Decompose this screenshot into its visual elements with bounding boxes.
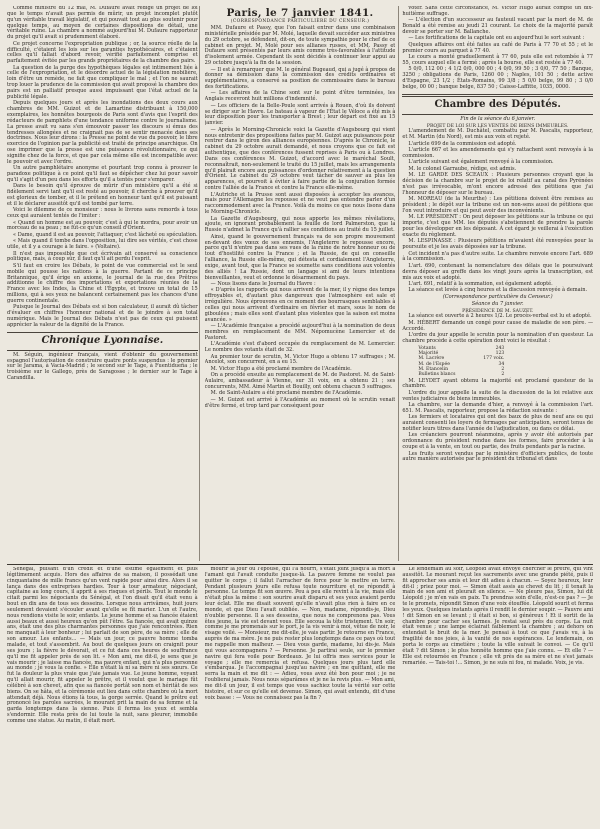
- column-1: [7, 6, 198, 561]
- paragraph: Il n'est pas impossible que cet écrivain ait conservé sa conscience politique, mais, à coup sûr, il faut qu'il ait perdu l'esprit.: [7, 250, 198, 263]
- presidence-line: PRÉSIDENCE DE M. SAUZET.: [462, 309, 534, 315]
- paragraph: Dans le besoin qu'il éprouve de mûrir d'un ministère qu'il a été si fidèlement servi tant qu'il est resté au pouvoir, il cherche à prouver qu'il est glorieux de tomber, et il le prétend en honneur tant qu'il est puissant et il le déclarer aussitôt qu'il est tombé par terre.: [7, 183, 198, 207]
- paragraph: L'amendement de M. Duchâtel, combattu par M. Pascalis, rapporteur, et M. Martin (du Nord), est mis aux voix et rejeté.: [402, 128, 593, 141]
- section-rule: [7, 350, 198, 351]
- paragraph: Le cours a monté graduellement à 77 60, puis elle est retombée à 77 55, cours auquel elle a fermé ; après la bourse, elle est restée à 77 40.: [402, 54, 593, 66]
- result-row: M. Etancelin 2: [418, 366, 505, 372]
- section-title-chambre: Chambre des Députés.: [434, 99, 561, 111]
- paragraph: Les fruits seront vendus par le ministère d'officiers publics, de toute autre manière autorisée par le président du tribunal et dans: [402, 450, 593, 463]
- paragraph: Sénégal, puisant d'un crédit et d'une estime également et plus légitimement acquis. Hors des affaires de sa maison, il possédait une cinquantaine de mille francs qu'un vent rapide pour ainsi dire. Alors il se lança dans des entreprises hardies. Tour à tour armateur, négociant, capitaine au long cours, il apprit à ses risques et périls. Tout le monde le citait parmi les négociants du Sénégal, et l'on disait qu'il était venu à bout en dix ans de tous ses desseins. Lorsque nous arrivâmes, huit jours seulement devaient s'écouler avant qu'elle se fît marier. L'un et l'autre, nous rendions visite le soir, enfants. Le jeune homme et sa fiancée étaient aussi beaux et aussi heureux qu'on pût l'être. Sa fiancée, qui avait quinze ans, était une des plus charmantes personnes que j'aie rencontrées. Rien ne manquait à leur bonheur ; lui parlait de son père, de sa mère ; elle de son amour. Les enfants... — Mais un jour, ce pauvre homme tomba malade, et tout s'assombrit. Au bout de quelques jours on craignit pour ses jours ; la fièvre le dévorait, et ce fut dans ces heures de souffrance qu'il me fit appeler près de son lit. « Mon ami, me dit-il, je sens que je vais mourir ; je laisse ma fiancée, ma pauvre enfant, qui n'a plus personne au monde ; je vous la confie. » Elle n'était là ni sa mère ni ses sœurs. Ce fut la douleur la plus vraie que j'aie jamais vue. Le jeune homme, voyant qu'il allait mourir, fit appeler le prêtre, et il voulut que le mariage fût célébré à son chevet, afin que sa fiancée portât son nom et héritât de ses biens. On se hâta, et la cérémonie eut lieu dans cette chambre où la mort attendait déjà. Nous étions là tous, la gorge serrée. Quand le prêtre eut prononcé les paroles sacrées, le mourant prit la main de sa femme et la garda longtemps dans la sienne. Puis il ferma les yeux et sembla s'endormir. Elle resta près de lui toute la nuit, sans pleurer, immobile comme une statue. Au matin, il était mort.: [7, 567, 198, 724]
- paragraph: M. de Saint-Aulaire a été proclamé membre de l'Académie.: [210, 390, 363, 397]
- paragraph: La séance est ouverte à 2 heures 1/2. Le procès-verbal est lu et adopté.: [408, 313, 592, 320]
- news-columns: [7, 6, 593, 561]
- paragraph: La séance est levée à cinq heures et la discussion renvoyée à demain.: [408, 287, 588, 294]
- column-3: [402, 6, 593, 561]
- bill-title: PROJET DE LOI SUR LES VENTES DE BIENS IMMEUBLES.: [426, 124, 569, 130]
- paragraph: Voici le dilemme de ce monsieur : nous le livrons sans remords à tous ceux qui auraient tentés de l'imiter :: [7, 207, 198, 220]
- paragraph: — Après le Morning-Chronicle voici la Gazette d'Augsbourg qui vient nous entretenir des propositions faites par M. Guizot aux puissances pour rentrer dans le giron des alliances européennes. D'après le Chronicle, le cabinet du 29 octobre aurait demandé, et nous croyons que ce fait est authentique, que des conférences fussent reprises à Paris ou à Londres. Dans ces conférences M. Guizot, d'accord avec le maréchal Soult, reconnaîtrait, non-seulement le traité du 15 juillet, mais les arrangements qu'il plairait encore aux puissances d'ordonner relativement à la question d'Orient. Le cabinet du 29 octobre veut tâcher de sauver au plus les apparences, et pourvoit à éviter à faire partie de la conjuration formée contre l'alliée de la France et contre la France elle-même.: [204, 126, 396, 192]
- paragraph: M. LESPINASSE : Plusieurs pétitions m'avaient été renvoyées pour la poursuite et je les avais déposées sur la tribune.: [402, 238, 593, 251]
- feuilleton-column-1: [7, 567, 198, 829]
- result-row: M. de l'Espée 34: [418, 361, 505, 367]
- paragraph: M. le colonel Garraube, rédige, est admis.: [408, 165, 517, 172]
- paragraph: Les fermiers et locataires qui ont des baux de plus de neuf ans ou qui auraient consenti les loyers de fermages par anticipation, seront tenus de notifier leurs titres dans l'année de l'adjudication, ou dans ce délai.: [402, 414, 593, 433]
- paragraph: « D'après les rapports qui nous arrivent de la mer, il y règne des temps effroyables et, d'autant plus dangereux que l'atmosphère est sale et irrégulière. Nous éprouvons en ce moment des bourrasques semblables à celles qui nous arrivent d'ordinaire en février et mars, sous le nom de giboulées ; mais elles sont d'autant plus violentes que la saison est moins avancée. »: [204, 287, 396, 323]
- paragraph: L'Autriche et la Prusse sont aussi disposées à accepter les avances, mais pour l'Allemagne les repousse et ne veut pas entendre parler d'un raccommodement avec la France. Voilà du moins ce que nous lisons dans le Morning-Chronicle.: [204, 191, 396, 216]
- paragraph: Cet incident n'a pas d'autre suite. Le chambre renvoie encore l'art. 689 à la commission.: [402, 250, 593, 263]
- paragraph: L'Académie s'est d'abord occupée du remplacement de M. Lemercier. Le nombre des votants était de 32.: [204, 341, 396, 354]
- paragraph: MM. Dufaure et Passy, que l'on faisait entrer dans une combinaison ministérielle présidée par M. Molé, laquelle devait succéder aux ministres du 29 octobre, se défendent, dit-on, de toute sympathie pour le chef de ce cabinet en projet. M. Molé pour ses allianes russes, et MM. Passy et Dufaure sont présentés par leurs amis comme très-favorables à l'attitude d'isolement armée. Cependant ils sont décidés à continuer leur appui au 29 octobre jusqu'à la fin de la session.: [204, 25, 396, 67]
- column-2: [205, 6, 396, 561]
- dateline-subhead: (CORRESPONDANCE PARTICULIÈRE DU CENSEUR.): [230, 19, 370, 24]
- paragraph: mourir la jour où l'épouse, qui l'a nourri, s'était joint jusqu'à la mort à l'amant qui l'avait conduite jusque-là. La pauvre femme ne voulut pas quitter le corps ; il fallut l'arracher de force pour le mettre en terre. Pendant plusieurs jours elle refusa toute nourriture et ne répondit à personne. Le temps fit son œuvre. Peu à peu elle revint à la vie, mais elle n'était plus la même : son sourire avait disparu et ses yeux avaient perdu leur éclat. Elle me disait souvent qu'elle n'avait plus rien à faire en ce monde, et que Dieu l'avait oubliée. — Non, madame, répondis-je, Dieu n'oublie personne. Il a ses desseins, que nous ne comprenons pas. Vous êtes jeune, la vie est devant vous. Elle secoua la tête tristement. Un soir, comme je me promenais sur le port, je la vis venir à moi, vêtue de noir, le visage voilé. — Monsieur, me dit-elle, je vais partir. Je retourne en France, auprès de ma mère. Je ne puis rester plus longtemps dans ce pays où tout me rappelle mon malheur. — Dieu vous garde, madame, lui dis-je. Mais qui vous accompagnera ? — Personne. Je partirai seule, sur le premier navire qui fera voile pour Bordeaux. Je lui offris mes services pour le voyage ; elle me remercia et refusa. Quelques jours plus tard elle s'embarqua. Je l'accompagnai jusqu'au navire ; en me quittant, elle me serra la main et me dit : — Adieu, vous avez été bon pour moi ; je ne l'oublierai jamais. Nous nous séparâmes et je ne la revis plus. — Mon ami, me dit-il un jour, il est temps que vous sachiez toute la vérité sur cette histoire, et sur ce qu'elle est devenue. Simon, qui avait entendu, dit d'une voix basse : — Vous ne connaissez pas la fin ?: [204, 567, 396, 701]
- paragraph: « Mais quand il tombe dans l'opposition, lui dire ses vérités, c'est chose utile, et il y a courage à le faire. » (Voltaire).: [7, 238, 198, 251]
- paragraph: M. Victor Hugo a été proclamé membre de l'Académie.: [210, 365, 352, 372]
- paragraph: Un autre pamphlétaire anonyme et pourtant trop connu à prouver le paradoxe politique à ce point qu'il faut se dépêcher chez lui pour savoir qu'il s'agit d'un peu dans les efforts qu'il a tentés pour s'emparer.: [7, 165, 198, 183]
- feuilleton-separator: [7, 564, 593, 565]
- paragraph: — Les affaires de la Chine sont sur le point d'être terminées, les Anglais recevront huit millions d'indemnité.: [204, 90, 396, 103]
- sitting-line: Fin de la séance du 6 janvier.: [460, 116, 536, 123]
- column-separator: [199, 6, 200, 561]
- paragraph: Depuis quelques jours et après les inondations des deux cours aux chambres de MM. Guizot et de Lamartine distribuant à 150,000 exemplaires, les honnêtes bourgeois de Paris sont d'avis que l'esprit des rédacteurs de pamphlets d'une tendance uniforme contre le journalisme. La presse avait vu sans s'en émouvoir passer les discours si émus des tendresses allongées et ne craignait pas de se sentir menacée dans ses doctrines. Nous leur dirons : la Presse ne point de vue du pouvoir, le libre exercice de l'opinion par la publicité est traité de principe anarchique. On ose imprimer que la presse est une puissance révolutionnaire, ce qui signifie chez de la force, et que par cela même elle est incompatible avec le pouvoir et avec l'ordre.: [7, 100, 198, 165]
- paragraph: M. MOREAU (de la Meurthe) : Les pétitions doivent être remises au président ; le dépôt sur la tribune est un non-sens aussi de pétitions que l'on veut introduire et qui peut avoir des inconvénients.: [402, 196, 593, 214]
- dateline-headline: Paris, le 7 janvier 1841.: [226, 7, 374, 19]
- paragraph: L'ordre du jour appelle la suite de la discussion de la loi relative aux ventes judiciaires de biens immeubles.: [402, 389, 593, 402]
- paragraph: L'art. 691, relatif à la sommation, est également adopté.: [408, 281, 553, 288]
- session-date: Séance du 7 janvier.: [471, 301, 524, 308]
- paragraph: « Quand un homme est au pouvoir, c'est à qui le mordra, pour avoir un morceau de sa peau ; ne fût-ce qu'un conseil d'Orient.: [7, 219, 198, 232]
- paragraph: M. LE GARDE DES SCEAUX : Plusieurs personnes croyant que la décision de la chambre sur le projet de loi relatif au canal des Pyrénées n'est pas irrévocable, m'ont encore adressé des pétitions que j'ai l'honneur de déposer sur le bureau.: [402, 172, 593, 196]
- paragraph: — M. Guizot est arrivé à l'Académie au moment où le scrutin venait d'être fermé, et trop tard par conséquent pour: [204, 396, 396, 409]
- paragraph: La Gazette d'Augsbourg, qui nous apporte les mêmes révélations, ajoute, en ignorant probablement la feuille de lord Palmerston, que la Russie n'admet la France qu'à rallier ses conditions au traité du 15 juillet.: [204, 215, 396, 234]
- section-rule: [402, 94, 593, 98]
- paragraph: Les créanciers pourront néanmoins, après y avoir été autorisés par ordonnance du président rendue dans les formes, faire procéder à la coupe et à la vente, en tout ou partie, des fruits pendants par la racine.: [402, 432, 593, 451]
- paragraph: — Les officiers de la Belle-Poule sont arrivés à Rouen, d'où ils doivent se diriger sur le Havre. Le bateau à vapeur de l'État le Véloce a été mis à leur disposition pour les transporter à Brest ; leur départ est fixé au 15 janvier.: [204, 102, 396, 127]
- paragraph: L'art. 690, contenant la nomenclature des délais que le poursuivant devra déposer au greffe dans les vingt jours après la transcription, est mis aux voix et adopté.: [402, 262, 593, 281]
- vote-results: [418, 346, 593, 378]
- paragraph: Au premier tour de scrutin, M. Victor Hugo a obtenu 17 suffrages ; M. Ancelot, son concurrent, en a eu 15.: [204, 353, 396, 366]
- paragraph: La question de la purge des hypothèques légales est intimement liée à celle de l'expropriation, et le désordre actuel de la législation mobilière, loin d'être un remède, ne fait que compliquer le mal ; et l'on ne saurait trop louer la prudence de la commission qui avait proposé la chambre des pairs est un palliatif presque aussi impuissant que l'état actuel de la publicité légale.: [7, 64, 198, 100]
- section-title-chronique: Chronique Lyonnaise.: [41, 334, 164, 346]
- feuilleton-column-2: [205, 567, 396, 829]
- column-separator: [398, 6, 399, 561]
- paragraph: Ainsi, quand le gouvernement français va de son propre mouvement en-devant des vœux de ses ennemis, l'Angleterre le repousse encore, parce qu'il n'entre pas dans ses vues de la ruine de notre honneur ou de tout d'hostilité contre la France ; et la Russie, de qui on conseille l'alliance, la Russie elle-même, qui détesta et cordialement l'Angleterre, exige, avant tout, que la France se soumette sans conditions aux volontés des alliés ! La Russie, dont un langage si ami de leurs intentions bienveillantes, veut et ordonne le désarmement du pays.: [204, 233, 396, 281]
- paragraph: — Nous lisons dans le Journal du Havre :: [210, 281, 316, 288]
- paragraph: Comme ministre du 12 mai, M. Dufaure avait rédigé un projet de loi que le temps n'avait pas permis de mûrir, un projet incomplet plutôt qu'un véritable travail législatif, et qui pouvait tout au plus soutenir pour quelque temps, au moyen de certaines dispositions de détail, une véritable ruine. La chambre a nommé aujourd'hui M. Dufaure rapporteur du projet qu'il avait si prudemment élaboré.: [7, 6, 198, 41]
- section-rule: [7, 332, 198, 333]
- paragraph: L'article 699 de la commission est adopté.: [408, 140, 517, 147]
- paragraph: — Il est à remarquer que M. le général Bugeaud, qui a jugé à propos de donner sa démission dans la commission des crédits ordinaires et supplémentaires, a conservé sa position de commissaire dans le bureau des fortifications.: [204, 66, 396, 91]
- paragraph: — Les fortifications de la capitale ont eu aujourd'hui le sort suivant :: [408, 35, 585, 42]
- paragraph: « Dame, quand il est au pouvoir, l'attaquer, c'est lâcheté ou spéculation.: [13, 231, 198, 238]
- paragraph: 5 0/0, 112 00 ; 4 1/2 0/0, 000 00 ; 4 0/0, 99 50 ; 3 0/0, 77 50 ; Banque, 3250 ; obligations de Paris, 1260 00 ; Naples, 101 50 ; dette active d'Espagne, 23 1/2 ; États-Romains, 99 3/8 ; 5 0/0 belge, 99 80 ; 3 0/0 belge, 00 00 ; banque belge, 837 50 ; Caisse-Laffitte, 1035, 0000.: [402, 66, 593, 90]
- paragraph: On a procédé ensuite au remplacement de M. de Pastoret. M. de Saint-Aulaire, ambassadeur à Vienne, sur 31 voix, en a obtenu 21 ; ses concurrents, MM. Aimé Martin et Bouilly, ont obtenu chacun 5 suffrages.: [204, 372, 396, 390]
- result-row: Majorité 123: [418, 351, 505, 357]
- result-row: Bulletins blancs 2: [418, 372, 505, 378]
- result-row: M. Lacrère 177 voix.: [418, 356, 505, 362]
- paragraph: Ce projet concerne l'expropriation publique ; or, la source réelle de la difficulté, c'étaient les lois sur les garanties hypothécaires, et c'étaient celles qu'il fallait d'abord revoir, vérifié parfaitement comprise et parfaitement évitée par les grands propriétaires de la chambre des pairs.: [7, 40, 198, 65]
- paragraph: Puisque le Journal des Débats est si bon calculateur, il aurait dû tâcher d'évaluer en chiffres l'honneur national et de le joindre à son total numérique. Mais le Journal des Débats n'est pas de ceux qui puissent apprécier la valeur de la dignité de la France.: [7, 304, 198, 328]
- paragraph: M. LE PRÉSIDENT : On peut déposer les pétitions sur la tribune ce qui importe, c'est que MM. les députés s'abstiennent de prendre la parole pour les développer en les déposant. À cet égard je veillerai à l'exécution exacte du règlement.: [402, 214, 593, 238]
- paragraph: — L'Académie française a procédé aujourd'hui à la nomination de deux membres en remplacement de MM. Népomucène Lemercier et de Pastoret.: [204, 323, 396, 341]
- feuilleton-column-3: [402, 567, 593, 829]
- paragraph: La chambre, sur la demande d'hier, a renvoyé à la commission l'art. 651. M. Pascalis, rapporteur, propose la rédaction suivante :: [402, 402, 593, 414]
- paragraph: — L'élection d'un successeur au fauteuil vacant par la mort de M. de Bonald a été remise au jeudi 21 courant. Le choix de la majorité paraît devoir se porter sur M. Ballanche.: [402, 17, 593, 35]
- paragraph: M. LEYDET ayant obtenu la majorité est proclamé questeur de la chambre.: [402, 377, 593, 390]
- paragraph: L'article suivant est également renvoyé à la commission.: [408, 159, 554, 166]
- paragraph: M. HÉBERT demande un congé pour cause de maladie de son père. — Accordé.: [402, 319, 593, 332]
- paragraph: Le lendemain au soir, Léopold avait envoyé chercher le prêtre, qui vint aussitôt. Le mourant reçut les sacrements avec une grande piété, puis il fit approcher ses amis et leur dit adieu à chacun. — Soyez heureux, leur dit-il ; priez pour moi. — Simon était assis au chevet du lit ; il tenait la main de son ami et pleurait en silence. — Ne pleure pas, Simon, lui dit Léopold ; je m'en vais en paix. Tu prendras soin d'elle, n'est-ce pas ? — Je te le promets, répondit Simon d'une voix étouffée. Léopold sourit et ferma les yeux. Quelques instants après il rendit le dernier soupir. — Pauvre ami ! dit Simon en se levant ; il était si bon, si généreux ! Et il sortit de la chambre pour cacher ses larmes. Je restai seul près du corps. La nuit était venue ; une lampe éclairait faiblement la chambre ; au dehors on entendait le bruit de la mer. Je pensai à tout ce que j'avais vu, à la fragilité de nos joies, à la vanité de nos espérances. Le lendemain, on porta le corps au cimetière ; toute la ville suivait le convoi. — Ce qu'il était ? dit Simon ; le plus honnête homme que j'aie connu. — Et elle ? — Elle est retournée en France ; elle vit près de sa mère et ne s'est jamais remariée. — Tais-toi !... Simon, je ne suis ni fou, ni malade. Voix, je vis.: [402, 567, 593, 666]
- paragraph: Quelques affaires ont été faites au café de Paris à 77 70 et 55 ; et le premier cours au parquet à 77 40.: [402, 41, 593, 54]
- paragraph: L'article 667 et les amendements qui s'y rattachent sont renvoyés à la commission.: [402, 147, 593, 159]
- paragraph: M. Séguin, ingénieur français, vient d'obtenir du gouvernement espagnol l'autorisation de construire quatre ponts suspendus : le premier sur le Jarama, à Vacia-Madrid ; le second sur le Tage, à Fuentidueña ; le troisième sur le Gallego, près de Saragosse ; le dernier sur le Tage à Carandilla.: [7, 351, 198, 382]
- result-row: Votants 243: [418, 345, 505, 351]
- paragraph: S'il faut en croire les Débats, le point de vue commercial est le seul mobile qui pousse les nations à la guerre. Partant de ce principe Britannique, qu'il érige en axiome, le journal de la rue des Prêtres additionne le chiffre des importations et exportations réunies de la France avec les Indes, la Chine et l'Égypte, et trouve un total de 15 millions, qui à ses yeux ne balancent certainement pas les chances d'une guerre continentale.: [7, 262, 198, 304]
- correspondence-line: (Correspondance particulière du Censeur.): [442, 294, 553, 301]
- paragraph: L'ordre du jour appelle le scrutin pour la nomination d'un questeur. La chambre procède à cette opération dont voici le résultat :: [402, 332, 593, 344]
- feuilleton-columns: [7, 567, 593, 829]
- paragraph: voter. Sans cette circonstance, M. Victor Hugo aurait compté un dix-huitième suffrage.: [402, 6, 593, 17]
